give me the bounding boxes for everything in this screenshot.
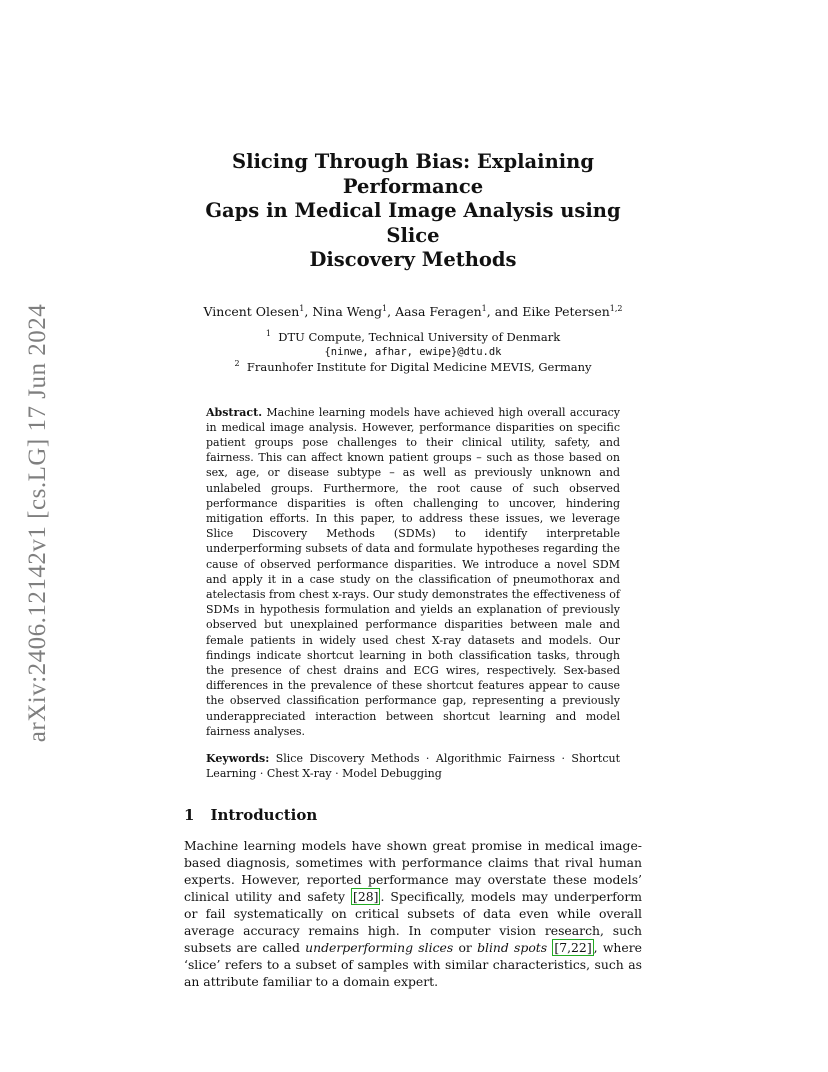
intro-text: . Specifically, models may underperform or fail systematically on critical subsets of data even while overall average accuracy remains high. In computer vision research, such subsets are called <box>184 889 642 956</box>
affiliation-number: 2 <box>234 358 240 368</box>
emphasis-text: blind spots <box>477 940 548 956</box>
intro-text: , where ‘slice’ refers to a subset of samples with similar characteristics, such as an attribute familiar to a domain expert. <box>184 940 642 990</box>
abstract <box>206 405 620 739</box>
author-name: Vincent Olesen <box>203 303 300 319</box>
section-title: Introduction <box>210 806 318 825</box>
author-email: {ninwe, afhar, ewipe}@dtu.dk <box>324 345 502 358</box>
citation-link[interactable]: [7,22] <box>554 940 592 956</box>
affiliation-2 <box>184 360 642 375</box>
paper-page <box>184 150 642 990</box>
author-affil-mark: 1,2 <box>609 303 623 313</box>
title-line-3: Discovery Methods <box>309 248 517 271</box>
emphasis-text: underperforming slices <box>305 940 454 956</box>
author-list: Vincent Olesen$^1$, Nina Weng$^1$, Aasa Feragen$^1$, and Eike Petersen$^{1,2}$ <box>203 303 623 319</box>
arxiv-identifier-stamp <box>20 288 56 758</box>
author-name: Nina Weng <box>312 303 383 319</box>
intro-paragraph <box>184 837 642 990</box>
affiliation-1 <box>184 330 642 345</box>
author-affil-mark: 1 <box>299 303 305 313</box>
affiliation-number: 1 <box>265 328 271 338</box>
section-number: 1 <box>184 806 195 825</box>
arxiv-identifier-text: arXiv:2406.12142v1 [cs.LG] 17 Jun 2024 <box>24 303 51 743</box>
author-name: Eike Petersen <box>522 303 610 319</box>
paper-title <box>184 150 642 273</box>
affiliation-text: DTU Compute, Technical University of Denmark <box>278 329 561 344</box>
abstract-text: Machine learning models have achieved high overall accuracy in medical image analysis. However, performance disparities on specific patient groups pose challenges to their clinical utility, safety, and fairness. This can affect known patient groups – such as those based on sex, age, or disease subtype – as well as previously unknown and unlabeled groups. Furthermore, the root cause of such observed performance disparities is often challenging to uncover, hindering mitigation efforts. In this paper, to address these issues, we leverage Slice Discovery Methods (SDMs) to identify interpretable underperforming subsets of data and formulate hypotheses regarding the cause of observed performance disparities. We introduce a novel SDM and apply it in a case study on the classification of pneumothorax and atelectasis from chest x-rays. Our study demonstrates the effectiveness of SDMs in hypothesis formulation and yields an explanation of previously observed but unexplained performance disparities between male and female patients in widely used chest X-ray datasets and models. Our findings indicate shortcut learning in both classification tasks, through the presence of chest drains and ECG wires, respectively. Sex-based differences in the prevalence of these shortcut features appear to cause the observed classification performance gap, representing a previously underappreciated interaction between shortcut learning and model fairness analyses. <box>206 405 621 738</box>
title-line-2: Gaps in Medical Image Analysis using Slice <box>205 199 621 247</box>
author-affil-mark: 1 <box>382 303 388 313</box>
keywords-label: Keywords: <box>206 751 270 765</box>
title-line-1: Slicing Through Bias: Explaining Performance <box>232 150 594 198</box>
intro-text: or <box>453 940 478 956</box>
keywords <box>206 751 620 781</box>
keywords-text: Slice Discovery Methods · Algorithmic Fairness · Shortcut Learning · Chest X-ray · Model Debugging <box>206 751 620 781</box>
section-heading <box>184 805 642 825</box>
affiliations <box>184 330 642 375</box>
author-name: Aasa Feragen <box>395 303 482 319</box>
author-connector: , and <box>486 303 523 319</box>
citation-link[interactable]: [28] <box>353 889 379 905</box>
affiliation-text: Fraunhofer Institute for Digital Medicine MEVIS, Germany <box>246 359 592 374</box>
intro-text: Machine learning models have shown great promise in medical image-based diagnosis, sometimes with performance claims that rival human experts. However, reported performance may overstate these models’ clinical utility and safety <box>184 838 642 905</box>
author-affil-mark: 1 <box>481 303 487 313</box>
abstract-label: Abstract. <box>206 405 263 419</box>
